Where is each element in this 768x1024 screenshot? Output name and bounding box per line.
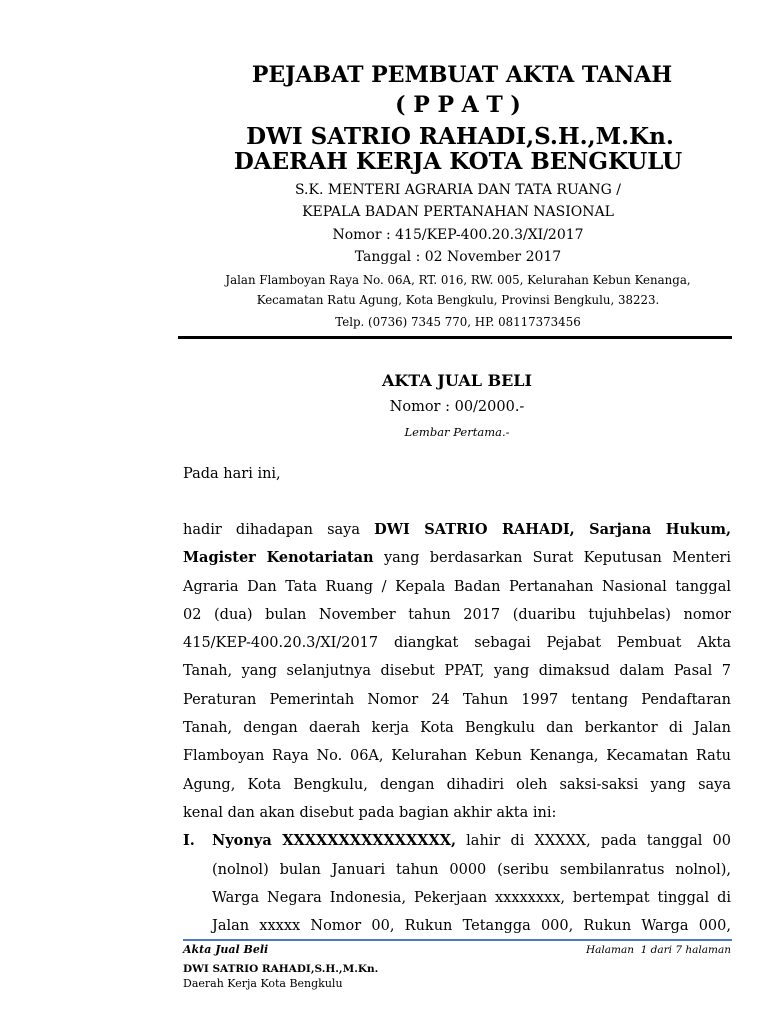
paragraph-line: Flamboyan Raya No. 06A, Kelurahan Kebun Kenanga, Kecamatan Ratu: [183, 748, 731, 765]
decree-number: Nomor : 415/KEP-400.20.3/XI/2017: [332, 227, 584, 243]
office-abbreviation: ( P P A T ): [395, 92, 521, 118]
deed-sheet-label: Lembar Pertama.-: [404, 425, 510, 439]
paragraph-line: Tanah, yang selanjutnya disebut PPAT, yang dimaksud dalam Pasal 7: [183, 663, 731, 680]
line-text: lahir di XXXXX, pada tanggal 00: [466, 833, 731, 850]
address-line-1: Jalan Flamboyan Raya No. 06A, RT. 016, RW. 005, Kelurahan Kebun Kenanga,: [225, 273, 691, 287]
footer-doc-title: Akta Jual Beli: [183, 943, 269, 956]
officer-name: DWI SATRIO RAHADI,S.H.,M.Kn.: [246, 123, 674, 150]
footer-work-area: Daerah Kerja Kota Bengkulu: [183, 977, 343, 990]
paragraph-line: Peraturan Pemerintah Nomor 24 Tahun 1997 tentang Pendaftaran: [183, 691, 731, 708]
party-line: [212, 827, 731, 855]
footer-divider: [183, 939, 732, 941]
decree-date: Tanggal : 02 November 2017: [354, 249, 562, 265]
paragraph-line: kenal dan akan disebut pada bagian akhir akta ini:: [183, 804, 557, 821]
deed-number: Nomor : 00/2000.-: [389, 399, 525, 415]
party-line: (nolnol) bulan Januari tahun 0000 (seribu sembilanratus nolnol),: [212, 861, 731, 878]
work-area: DAERAH KERJA KOTA BENGKULU: [233, 148, 683, 175]
paragraph-line: Agraria Dan Tata Ruang / Kepala Badan Pertanahan Nasional tanggal: [183, 578, 731, 595]
deed-body: [183, 516, 731, 940]
footer-page-info: Halaman 1 dari 7 halaman: [585, 944, 731, 956]
line-text: hadir dihadapan saya: [183, 522, 361, 538]
paragraph-line: [183, 544, 731, 572]
paragraph-line: 02 (dua) bulan November tahun 2017 (duaribu tujuhbelas) nomor: [183, 606, 731, 623]
decree-line-2: KEPALA BADAN PERTANAHAN NASIONAL: [302, 204, 614, 220]
officer-name-bold: DWI SATRIO RAHADI, Sarjana Hukum,: [374, 521, 732, 538]
contact-line: Telp. (0736) 7345 770, HP. 08117373456: [335, 315, 581, 329]
letterhead-divider: [178, 336, 732, 339]
party-name-bold: Nyonya XXXXXXXXXXXXXXX,: [212, 832, 457, 850]
footer-officer-name: DWI SATRIO RAHADI,S.H.,M.Kn.: [183, 963, 379, 975]
party-line: Warga Negara Indonesia, Pekerjaan xxxxxxxx, bertempat tinggal di: [212, 889, 731, 906]
party-marker: I.: [183, 832, 195, 850]
paragraph-line: Tanah, dengan daerah kerja Kota Bengkulu dan berkantor di Jalan: [183, 720, 731, 737]
officer-degree-bold: Magister Kenotariatan: [183, 549, 374, 567]
paragraph-line: 415/KEP-400.20.3/XI/2017 diangkat sebagai Pejabat Pembuat Akta: [183, 635, 731, 652]
opening-line: Pada hari ini,: [183, 466, 281, 482]
office-title: PEJABAT PEMBUAT AKTA TANAH: [251, 62, 673, 88]
party-line: Jalan xxxxx Nomor 00, Rukun Tetangga 000, Rukun Warga 000,: [212, 918, 731, 935]
deed-title: AKTA JUAL BELI: [381, 371, 533, 390]
decree-line-1: S.K. MENTERI AGRARIA DAN TATA RUANG /: [294, 182, 622, 198]
paragraph-line: [183, 516, 731, 544]
paragraph-line: Agung, Kota Bengkulu, dengan dihadiri oleh saksi-saksi yang saya: [183, 776, 731, 793]
party-item: [183, 827, 731, 940]
line-text: yang berdasarkan Surat Keputusan Menteri: [383, 550, 731, 567]
address-line-2: Kecamatan Ratu Agung, Kota Bengkulu, Provinsi Bengkulu, 38223.: [256, 293, 660, 307]
intro-paragraph: [183, 516, 731, 827]
